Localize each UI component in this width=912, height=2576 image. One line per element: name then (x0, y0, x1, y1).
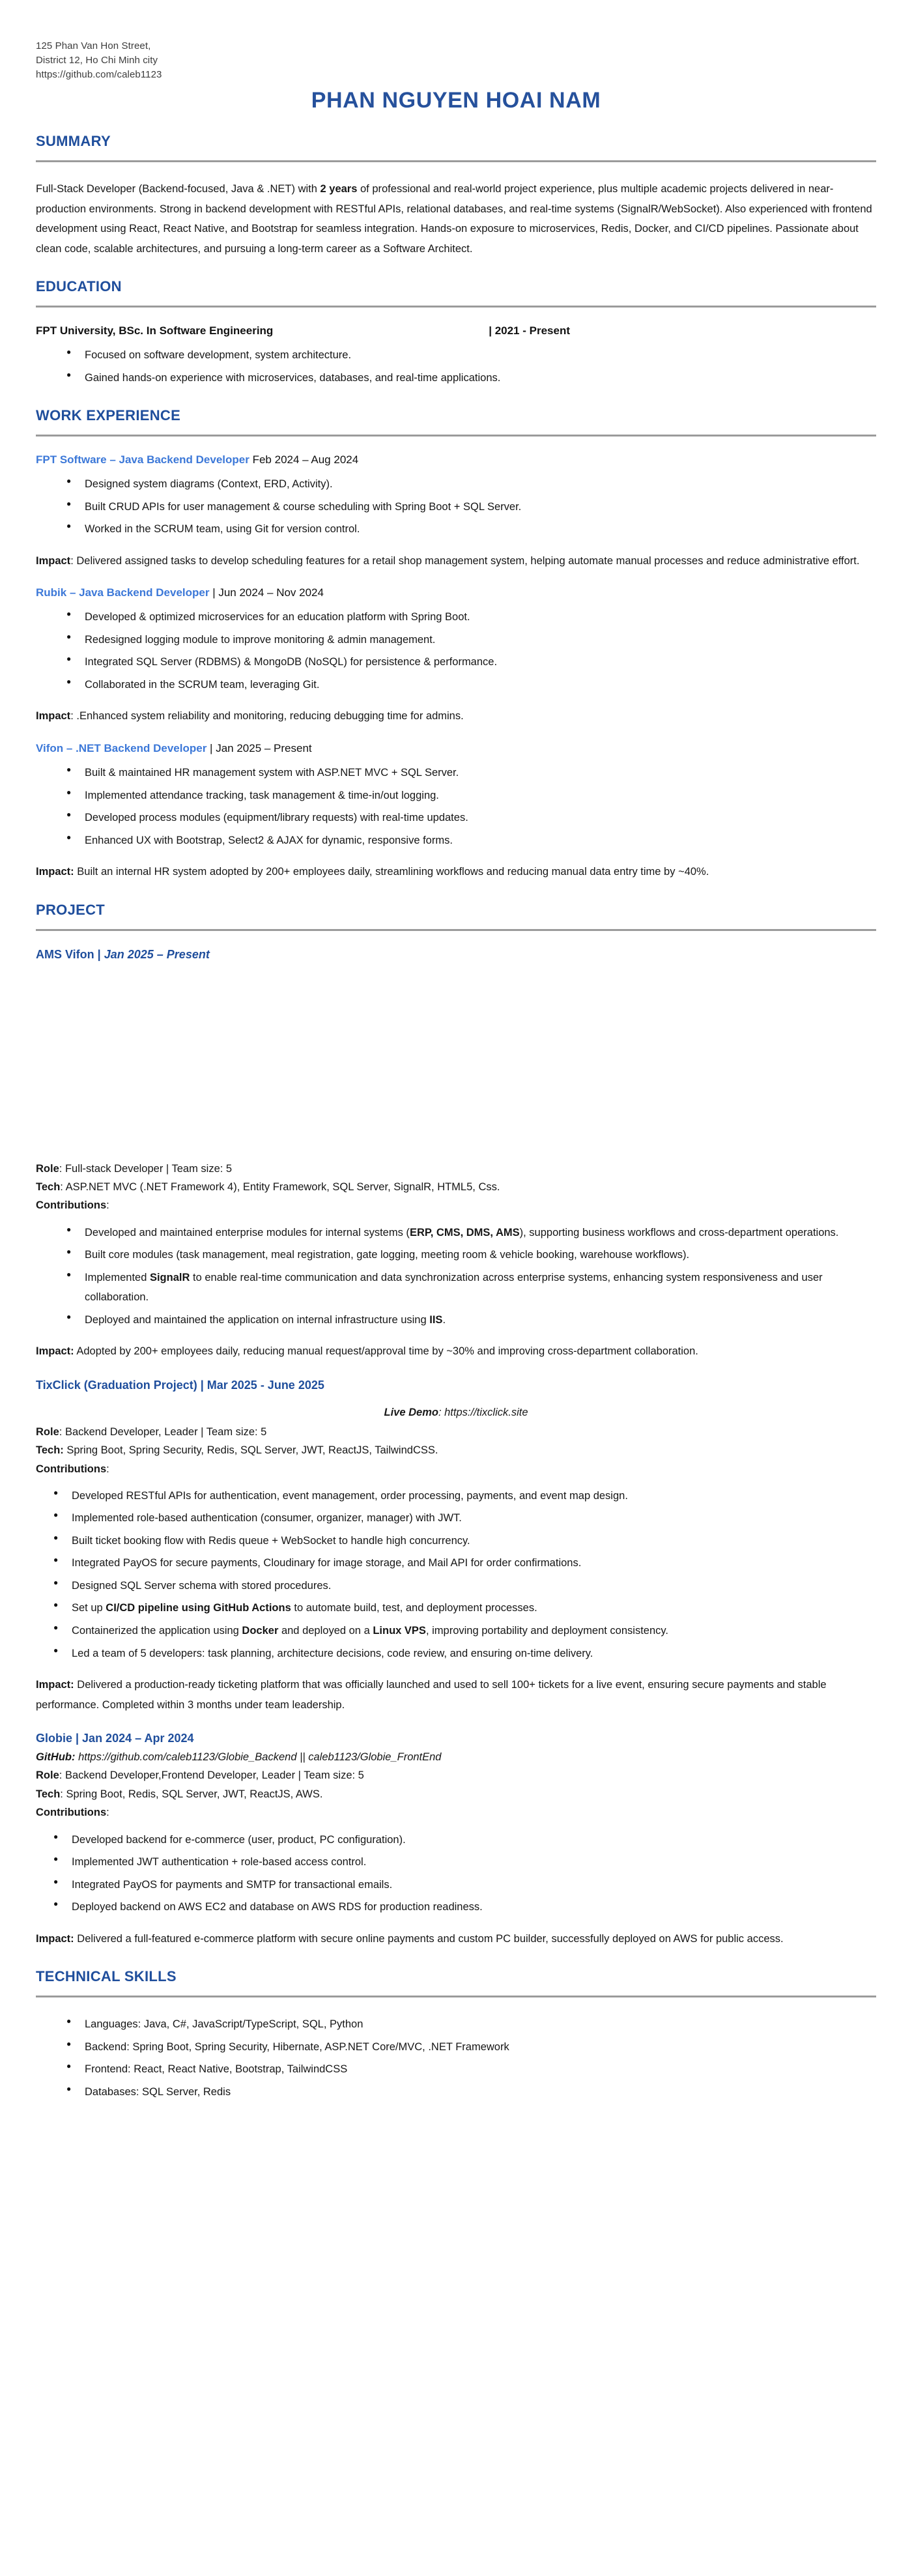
tech-label: Tech (36, 1788, 61, 1800)
education-bullets (36, 345, 876, 388)
project-header-2 (36, 1732, 876, 1745)
list-item: ● Built & maintained HR management system with ASP.NET MVC + SQL Server. (85, 763, 876, 783)
list-item (85, 1223, 876, 1243)
project-github-line-2 (36, 1748, 876, 1766)
list-item (85, 1310, 876, 1330)
tech-value: ASP.NET MVC (.NET Framework 4), Entity Framework, SQL Server, SignalR, HTML5, Css. (65, 1181, 500, 1193)
contributions-label: Contributions (36, 1199, 107, 1212)
tech-separator: : (60, 1181, 66, 1193)
bullet-text-bold: IIS (429, 1313, 443, 1326)
impact-label: Impact: (36, 1932, 74, 1945)
project-bullets-1 (36, 1486, 876, 1663)
impact-label: Impact (36, 554, 71, 567)
list-item: ● Gained hands-on experience with microservices, databases, and real-time applications. (85, 368, 876, 388)
contributions-label: Contributions (36, 1807, 107, 1819)
job-separator: | (209, 586, 219, 599)
bullet-text-pre: Designed SQL Server schema with stored procedures. (72, 1579, 332, 1592)
role-label: Role (36, 1425, 59, 1438)
project-impact-1 (36, 1675, 876, 1715)
job-entry-header-1 (36, 586, 876, 599)
section-heading-education: EDUCATION (36, 278, 122, 295)
bullet-text-bold: Docker (242, 1625, 279, 1637)
tech-separator: : (60, 1788, 66, 1800)
role-value: Backend Developer,Frontend Developer, Leader | Team size: 5 (64, 1769, 364, 1782)
list-item: ● Backend: Spring Boot, Spring Security, Hibernate, ASP.NET Core/MVC, .NET Framework (85, 2037, 876, 2057)
project-tech-line-2 (36, 1785, 876, 1803)
list-item: ● Developed process modules (equipment/library requests) with real-time updates. (85, 808, 876, 828)
spacer (36, 1719, 876, 1728)
spacer (36, 1366, 876, 1375)
project-contributions-label-1 (36, 1460, 876, 1478)
spacer (36, 575, 876, 584)
section-divider-project (36, 929, 876, 931)
spacer (36, 730, 876, 739)
section-divider-technical-skills (36, 1996, 876, 1997)
bullet-text-post: to automate build, test, and deployment processes. (291, 1602, 537, 1614)
bullet-text-pre: Deployed backend on AWS EC2 and database on AWS RDS for production readiness. (72, 1901, 483, 1913)
job-entry-header-2 (36, 742, 876, 755)
job-impact-1 (36, 706, 876, 726)
bullet-text-pre: Implemented JWT authentication + role-based access control. (72, 1856, 367, 1868)
job-bullets-2 (36, 763, 876, 850)
section-heading-summary: SUMMARY (36, 133, 111, 150)
job-impact-2 (36, 862, 876, 882)
role-value: Full-stack Developer | Team size: 5 (64, 1162, 233, 1175)
project-name: TixClick (Graduation Project) | Mar 2025 - June 2025 (36, 1378, 324, 1392)
bullet-text-post: to enable real-time communication and data synchronization across enterprise systems, enhancing system responsiveness and user collaboration. (85, 1271, 823, 1304)
impact-text: Adopted by 200+ employees daily, reducing manual request/approval time by ~30% and improving cross-department collaboration. (74, 1345, 698, 1358)
list-item (72, 1621, 876, 1641)
bullet-text-post: and deployed on a (278, 1625, 373, 1637)
summary-paragraph (36, 179, 876, 259)
job-company-role: Vifon – .NET Backend Developer (36, 741, 207, 754)
list-item (72, 1852, 876, 1872)
job-company-role: Rubik – Java Backend Developer (36, 586, 210, 599)
section-divider-education (36, 306, 876, 308)
role-separator: : (59, 1162, 65, 1175)
github-label: GitHub: (36, 1751, 76, 1764)
project-image-placeholder (36, 964, 876, 1160)
list-item (72, 1897, 876, 1917)
list-item (72, 1486, 876, 1506)
bullet-text-bold: SignalR (149, 1271, 190, 1283)
project-name: Globie | Jan 2024 – Apr 2024 (36, 1732, 194, 1745)
bullet-text-pre: Developed RESTful APIs for authentication, event management, order processing, payments, and event map design. (72, 1489, 628, 1502)
section-divider-work-experience (36, 435, 876, 436)
project-bullets-0 (36, 1223, 876, 1330)
bullet-text-pre: Integrated PayOS for payments and SMTP for transactional emails. (72, 1878, 393, 1891)
bullet-text-pre: Developed and maintained enterprise modules for internal systems ( (85, 1226, 410, 1238)
impact-text: Delivered assigned tasks to develop scheduling features for a retail shop management system, helping automate manual processes and reduce administrative effort. (76, 554, 860, 567)
project-header-0 (36, 948, 876, 962)
bullet-text-pre: Set up (72, 1602, 106, 1614)
project-dates: Jan 2025 – Present (104, 947, 210, 961)
list-item: ● Implemented attendance tracking, task management & time-in/out logging. (85, 786, 876, 806)
list-item (85, 1268, 876, 1308)
contact-block (36, 39, 876, 81)
bullet-text-pre: Deployed and maintained the application on internal infrastructure using (85, 1313, 430, 1326)
project-impact-0 (36, 1341, 876, 1362)
section-heading-technical-skills: TECHNICAL SKILLS (36, 1968, 177, 1985)
section-heading-work-experience: WORK EXPERIENCE (36, 407, 181, 424)
project-header-1 (36, 1379, 876, 1392)
job-impact-0 (36, 551, 876, 571)
impact-separator: : (70, 710, 77, 723)
list-item (72, 1576, 876, 1596)
bullet-text-pre: Led a team of 5 developers: task planning, architecture decisions, code review, and ensuring on-time delivery. (72, 1647, 593, 1659)
job-dates: Jun 2024 – Nov 2024 (218, 586, 324, 599)
live-demo-label: Live Demo (384, 1406, 438, 1418)
bullet-text-bold: ERP, CMS, DMS, AMS (409, 1226, 520, 1238)
tech-value: Spring Boot, Redis, SQL Server, JWT, ReactJS, AWS. (66, 1788, 323, 1800)
list-item: ● Worked in the SCRUM team, using Git for version control. (85, 519, 876, 539)
job-dates: Jan 2025 – Present (216, 741, 312, 754)
list-item: ● Languages: Java, C#, JavaScript/TypeScript, SQL, Python (85, 2014, 876, 2035)
education-entry (36, 324, 876, 337)
project-role-line-1 (36, 1423, 876, 1441)
contributions-separator: : (106, 1199, 109, 1212)
list-item (72, 1644, 876, 1664)
impact-label: Impact: (36, 1345, 74, 1358)
project-impact-2 (36, 1929, 876, 1949)
bullet-text-pre: Developed backend for e-commerce (user, product, PC configuration). (72, 1833, 406, 1846)
list-item: ● Developed & optimized microservices for an education platform with Spring Boot. (85, 607, 876, 627)
list-item: ● Built CRUD APIs for user management & course scheduling with Spring Boot + SQL Server. (85, 497, 876, 517)
role-separator: : (59, 1769, 65, 1782)
list-item (72, 1531, 876, 1551)
project-contributions-label-0 (36, 1196, 876, 1214)
impact-label: Impact: (36, 1679, 74, 1691)
github-url[interactable]: https://github.com/caleb1123/Globie_Backend || caleb1123/Globie_FrontEnd (78, 1751, 442, 1764)
education-dates: | 2021 - Present (489, 324, 570, 337)
role-label: Role (36, 1162, 59, 1175)
summary-text-part-2: of professional and real-world project experience, plus multiple academic projects delivered in near-production environments. Strong in backend development with RESTful APIs, relational databases, and real-time systems (SignalR/WebSocket). Also experienced with frontend development using React, React Native, and Bootstrap for seamless integration. Hands-on exposure to microservices, Redis, Docker, and CI/CD pipelines. Passionate about clean code, scalable architectures, and pursuing a long-term career as a Software Architect. (36, 183, 872, 255)
list-item: ● Redesigned logging module to improve monitoring & admin management. (85, 630, 876, 650)
bullet-text-pre: Built ticket booking flow with Redis queue + WebSocket to handle high concurrency. (72, 1534, 470, 1547)
bullet-text-pre: Built core modules (task management, meal registration, gate logging, meeting room & vehicle booking, warehouse workflows). (85, 1249, 690, 1261)
job-bullets-1 (36, 607, 876, 694)
job-dates: Feb 2024 – Aug 2024 (252, 453, 359, 466)
list-item (85, 1245, 876, 1265)
contact-address-line-2: District 12, Ho Chi Minh city (36, 54, 158, 66)
bullet-text-post: ), supporting business workflows and cross-department operations. (519, 1226, 839, 1238)
contributions-separator: : (106, 1463, 109, 1475)
list-item: ● Databases: SQL Server, Redis (85, 2082, 876, 2102)
list-item (72, 1830, 876, 1850)
job-entry-header-0 (36, 453, 876, 466)
list-item: ● Focused on software development, system architecture. (85, 345, 876, 365)
impact-label: Impact: (36, 866, 74, 878)
bullet-text-pre: Containerized the application using (72, 1625, 242, 1637)
bullet-text-post: . (442, 1313, 446, 1326)
bullet-text-bold: CI/CD pipeline using GitHub Actions (106, 1602, 291, 1614)
impact-text: .Enhanced system reliability and monitoring, reducing debugging time for admins. (76, 710, 464, 723)
technical-skills-bullets (36, 2014, 876, 2102)
tech-value: Spring Boot, Spring Security, Redis, SQL Server, JWT, ReactJS, TailwindCSS. (66, 1444, 438, 1457)
impact-text: Delivered a full-featured e-commerce platform with secure online payments and custom PC builder, successfully deployed on AWS for public access. (74, 1932, 784, 1945)
project-role-line-0 (36, 1160, 876, 1178)
bullet-text-pre: Integrated PayOS for secure payments, Cloudinary for image storage, and Mail API for order confirmations. (72, 1557, 582, 1569)
bullet-text-pre: Implemented (85, 1271, 150, 1283)
section-heading-project: PROJECT (36, 901, 106, 918)
contact-address-line-1: 125 Phan Van Hon Street, (36, 40, 151, 51)
job-separator: | (207, 741, 216, 754)
role-value: Backend Developer, Leader | Team size: 5 (64, 1425, 267, 1438)
project-contributions-label-2 (36, 1803, 876, 1822)
role-label: Role (36, 1769, 59, 1782)
bullet-text-bold-2: Linux VPS (373, 1625, 426, 1637)
contributions-separator: : (106, 1807, 109, 1819)
education-school: FPT University, BSc. In Software Engineering (36, 324, 274, 337)
impact-label: Impact (36, 710, 71, 723)
job-bullets-0 (36, 474, 876, 539)
summary-text-part-1: Full-Stack Developer (Backend-focused, Java & .NET) with (36, 183, 321, 195)
list-item (72, 1875, 876, 1895)
contributions-label: Contributions (36, 1463, 107, 1475)
tech-label: Tech: (36, 1444, 64, 1457)
page-title: PHAN NGUYEN HOAI NAM (311, 88, 601, 113)
impact-separator: : (70, 554, 77, 567)
list-item: ● Collaborated in the SCRUM team, leveraging Git. (85, 675, 876, 695)
project-name: AMS Vifon | (36, 947, 104, 961)
list-item (72, 1598, 876, 1618)
list-item: ● Integrated SQL Server (RDBMS) & MongoDB (NoSQL) for persistence & performance. (85, 652, 876, 672)
job-company-role: FPT Software – Java Backend Developer (36, 453, 249, 466)
list-item (72, 1508, 876, 1528)
list-item (72, 1553, 876, 1573)
list-item: ● Frontend: React, React Native, Bootstrap, TailwindCSS (85, 2059, 876, 2080)
impact-text: Built an internal HR system adopted by 200+ employees daily, streamlining workflows and reducing manual data entry time by ~40%. (77, 866, 709, 878)
summary-bold-years: 2 years (320, 183, 358, 195)
project-bullets-2 (36, 1830, 876, 1917)
live-demo-separator: : (438, 1406, 445, 1418)
list-item: ● Enhanced UX with Bootstrap, Select2 & AJAX for dynamic, responsive forms. (85, 831, 876, 851)
bullet-text-post-2: , improving portability and deployment consistency. (425, 1625, 669, 1637)
live-demo-url[interactable]: https://tixclick.site (444, 1406, 528, 1418)
section-divider-summary (36, 160, 876, 162)
project-live-demo-1 (36, 1407, 876, 1419)
impact-text: Delivered a production-ready ticketing platform that was officially launched and used to sell 100+ tickets for a live event, ensuring secure payments and stable performance. Completed within 3 months under team leadership. (36, 1679, 827, 1711)
list-item: ● Designed system diagrams (Context, ERD, Activity). (85, 474, 876, 494)
project-tech-line-0 (36, 1178, 876, 1196)
project-tech-line-1 (36, 1441, 876, 1459)
project-role-line-2 (36, 1766, 876, 1784)
contact-github-link[interactable]: https://github.com/caleb1123 (36, 68, 162, 80)
bullet-text-pre: Implemented role-based authentication (consumer, organizer, manager) with JWT. (72, 1512, 462, 1524)
role-separator: : (59, 1425, 65, 1438)
tech-label: Tech (36, 1181, 61, 1193)
